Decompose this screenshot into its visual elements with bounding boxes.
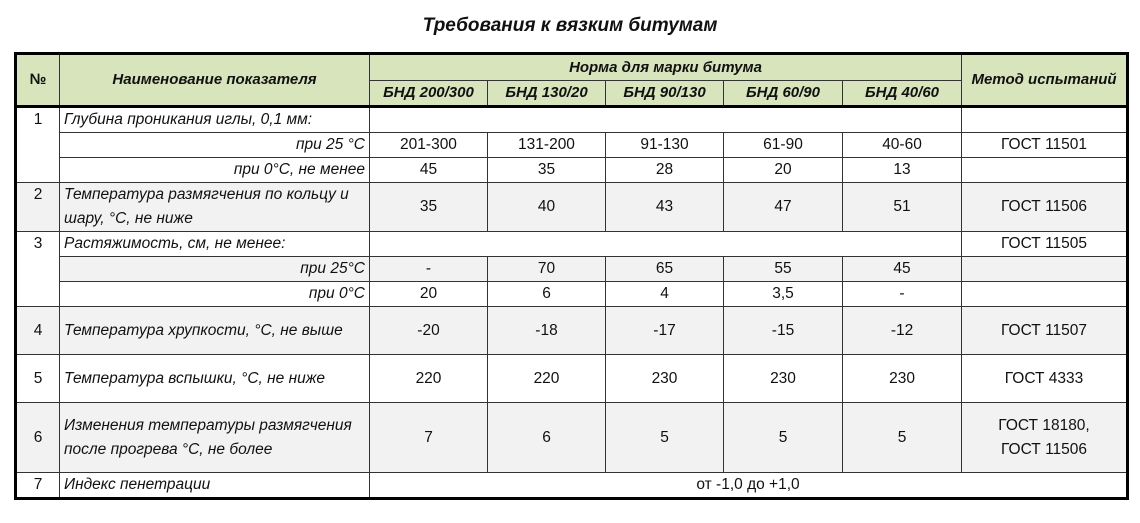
- row-name: Температура размягчения по кольцу и шару, °С, не ниже: [60, 183, 370, 232]
- header-grade-2: БНД 130/20: [488, 81, 606, 107]
- value-cell: -18: [488, 307, 606, 355]
- table-row: [16, 183, 1128, 232]
- value-cell: -15: [724, 307, 843, 355]
- sub-label: при 0°С: [60, 282, 370, 307]
- sub-label: при 0°С, не менее: [60, 158, 370, 183]
- table-row: [16, 232, 1128, 257]
- page-title: Требования к вязким битумам: [422, 15, 718, 36]
- row-name: Изменения температуры размягчения после прогрева °С, не более: [60, 403, 370, 473]
- value-cell: 13: [843, 158, 962, 183]
- empty-cell: [370, 232, 962, 257]
- value-cell: 3,5: [724, 282, 843, 307]
- header-grade-5: БНД 40/60: [843, 81, 962, 107]
- method-cell: ГОСТ 11505: [962, 232, 1128, 257]
- value-cell: 20: [724, 158, 843, 183]
- header-method: [962, 54, 1128, 107]
- value-cell: 7: [370, 403, 488, 473]
- bitumen-requirements-table: [14, 52, 1129, 500]
- row-number: 6: [16, 403, 60, 473]
- sub-label: при 25°С: [60, 257, 370, 282]
- value-cell: -17: [606, 307, 724, 355]
- method-line-1: ГОСТ 18180,: [998, 416, 1090, 434]
- value-cell: -: [843, 282, 962, 307]
- table-row: [16, 473, 1128, 499]
- header-name: Наименование показателя: [60, 54, 370, 107]
- row-name: Температура вспышки, °С, не ниже: [60, 355, 370, 403]
- value-cell: от -1,0 до +1,0: [370, 473, 1128, 499]
- value-cell: -20: [370, 307, 488, 355]
- table-row: [16, 257, 1128, 282]
- row-number: 1: [16, 107, 60, 183]
- table-row: [16, 158, 1128, 183]
- header-grade-4: БНД 60/90: [724, 81, 843, 107]
- value-cell: 91-130: [606, 133, 724, 158]
- row-name: Температура хрупкости, °С, не выше: [60, 307, 370, 355]
- value-cell: 61-90: [724, 133, 843, 158]
- value-cell: 131-200: [488, 133, 606, 158]
- sub-label: при 25 °С: [60, 133, 370, 158]
- value-cell: 6: [488, 282, 606, 307]
- row-number: 7: [16, 473, 60, 499]
- row-name: Глубина проникания иглы, 0,1 мм:: [60, 107, 370, 133]
- row-name: Растяжимость, см, не менее:: [60, 232, 370, 257]
- value-cell: -: [370, 257, 488, 282]
- table-row: [16, 107, 1128, 133]
- header-num: №: [16, 54, 60, 107]
- empty-cell: [370, 107, 962, 133]
- value-cell: 65: [606, 257, 724, 282]
- method-cell: ГОСТ 11501: [962, 133, 1128, 158]
- value-cell: 220: [488, 355, 606, 403]
- method-cell: [962, 107, 1128, 133]
- method-cell: [962, 403, 1128, 473]
- table-row: [16, 403, 1128, 473]
- value-cell: 6: [488, 403, 606, 473]
- value-cell: 220: [370, 355, 488, 403]
- value-cell: 5: [724, 403, 843, 473]
- value-cell: 5: [843, 403, 962, 473]
- value-cell: 47: [724, 183, 843, 232]
- row-number: 5: [16, 355, 60, 403]
- method-cell: ГОСТ 4333: [962, 355, 1128, 403]
- value-cell: 45: [843, 257, 962, 282]
- method-cell: ГОСТ 11506: [962, 183, 1128, 232]
- table-row: [16, 133, 1128, 158]
- header-grade-1: БНД 200/300: [370, 81, 488, 107]
- header-row: [16, 54, 1128, 81]
- method-cell: [962, 257, 1128, 282]
- value-cell: 40-60: [843, 133, 962, 158]
- header-grade-3: БНД 90/130: [606, 81, 724, 107]
- value-cell: 230: [606, 355, 724, 403]
- value-cell: 35: [370, 183, 488, 232]
- value-cell: 55: [724, 257, 843, 282]
- method-cell: [962, 158, 1128, 183]
- row-number: 3: [16, 232, 60, 307]
- row-number: 2: [16, 183, 60, 232]
- header-method-label: Метод испытаний: [971, 71, 1117, 88]
- table-row: [16, 282, 1128, 307]
- value-cell: 20: [370, 282, 488, 307]
- table-row: [16, 355, 1128, 403]
- table-row: [16, 307, 1128, 355]
- value-cell: 45: [370, 158, 488, 183]
- value-cell: 230: [843, 355, 962, 403]
- row-number: 4: [16, 307, 60, 355]
- value-cell: 70: [488, 257, 606, 282]
- value-cell: -12: [843, 307, 962, 355]
- value-cell: 28: [606, 158, 724, 183]
- value-cell: 4: [606, 282, 724, 307]
- method-cell: ГОСТ 11507: [962, 307, 1128, 355]
- value-cell: 230: [724, 355, 843, 403]
- value-cell: 51: [843, 183, 962, 232]
- row-name: Индекс пенетрации: [60, 473, 370, 499]
- method-line-2: ГОСТ 11506: [1001, 440, 1088, 458]
- value-cell: 43: [606, 183, 724, 232]
- method-cell: [962, 282, 1128, 307]
- header-norm: Норма для марки битума: [370, 54, 962, 81]
- value-cell: 201-300: [370, 133, 488, 158]
- value-cell: 5: [606, 403, 724, 473]
- value-cell: 40: [488, 183, 606, 232]
- value-cell: 35: [488, 158, 606, 183]
